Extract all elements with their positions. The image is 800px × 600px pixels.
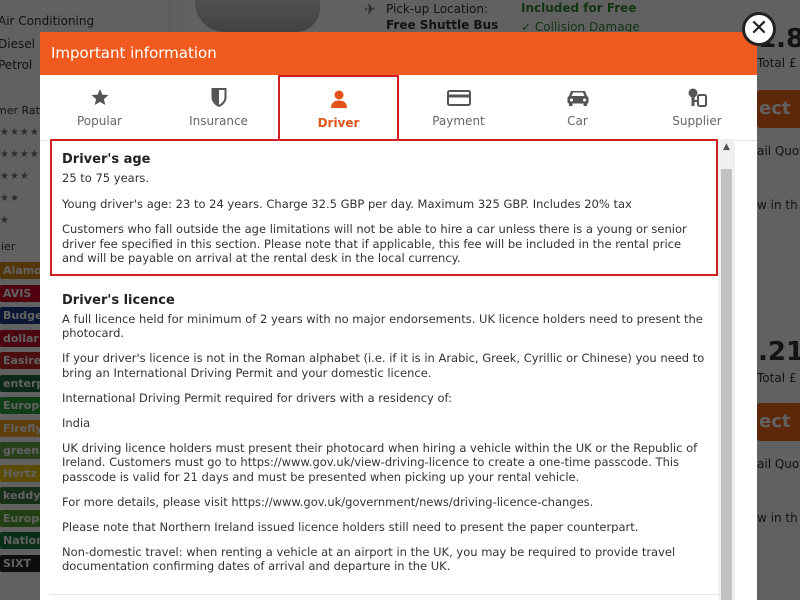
tab-content-scroll-area[interactable] [50, 139, 718, 600]
young-driver-text: Young driver's age: 23 to 24 years. Charge 32.5 GBP per day. Maximum 325 GBP. Includes 20% tax [62, 196, 632, 211]
drivers-licence-heading: Driver's licence [62, 292, 175, 308]
modal-header [40, 32, 757, 75]
drivers-age-section [50, 139, 718, 276]
scroll-up-arrow-icon[interactable]: ▲ [723, 142, 730, 152]
tab-supplier[interactable] [637, 75, 757, 141]
age-limitations-text: Customers who fall outside the age limitations will not be able to hire a car unless there is a young or senior driver fee specified in this section. Please note that if applicable, this fee will be included in the rental price and will be payable on arrival at the rental desk in the local currency. [62, 222, 687, 265]
licence-requirement-text: A full licence held for minimum of 2 years with no major endorsements. UK licence holders need to present the photocard. [62, 311, 703, 340]
key-icon [684, 87, 710, 107]
scrollbar-thumb[interactable] [721, 169, 732, 600]
car-icon [565, 87, 591, 107]
tab-driver[interactable] [278, 75, 399, 141]
shield-icon [206, 87, 232, 107]
close-icon: ✕ [749, 16, 769, 41]
info-tabs [40, 75, 757, 141]
uk-photocard-text: UK driving licence holders must present their photocard when hiring a vehicle within the UK or the Republic of Ireland. Customers must go to https://www.gov.uk/view-driving-licence to create a one-time passcode. This passcode is valid for 21 days and must be presented when picking up your rental vehicle. [62, 440, 698, 484]
tab-insurance-label: Insurance [189, 114, 248, 128]
credit-card-icon [446, 87, 472, 107]
tab-car-label: Car [567, 114, 588, 128]
drivers-age-heading: Driver's age [62, 152, 151, 167]
idp-country-text: India [62, 415, 91, 430]
tab-supplier-label: Supplier [672, 114, 722, 128]
tab-car[interactable] [518, 75, 637, 141]
tab-insurance[interactable] [159, 75, 278, 141]
content-scrollbar[interactable] [718, 139, 735, 600]
drivers-licence-section [50, 276, 718, 596]
star-icon [87, 87, 113, 107]
tab-payment[interactable] [399, 75, 518, 141]
modal-title: Important information [51, 44, 217, 62]
tab-payment-label: Payment [432, 114, 485, 128]
tab-popular[interactable] [40, 75, 159, 141]
northern-ireland-text: Please note that Northern Ireland issued licence holders still need to present the paper counterpart. [62, 519, 639, 534]
important-information-modal [40, 32, 757, 600]
person-icon [326, 89, 352, 109]
more-details-text: For more details, please visit https://www.gov.uk/government/news/driving-licence-changes. [62, 494, 594, 509]
age-range-text: 25 to 75 years. [62, 171, 150, 185]
idp-required-text: International Driving Permit required for drivers with a residency of: [62, 390, 453, 405]
non-domestic-travel-text: Non-domestic travel: when renting a vehicle at an airport in the UK, you may be required to provide travel documentation confirming dates of arrival and departure in the UK. [62, 544, 676, 573]
close-button[interactable] [742, 12, 776, 46]
additional-driver-section [50, 595, 718, 600]
tab-popular-label: Popular [77, 114, 122, 128]
roman-alphabet-text: If your driver's licence is not in the Roman alphabet (i.e. if it is in Arabic, Greek, Cyrillic or Chinese) you need to bring an International Driving Permit and your domestic licence. [62, 351, 705, 380]
tab-driver-label: Driver [317, 116, 360, 130]
